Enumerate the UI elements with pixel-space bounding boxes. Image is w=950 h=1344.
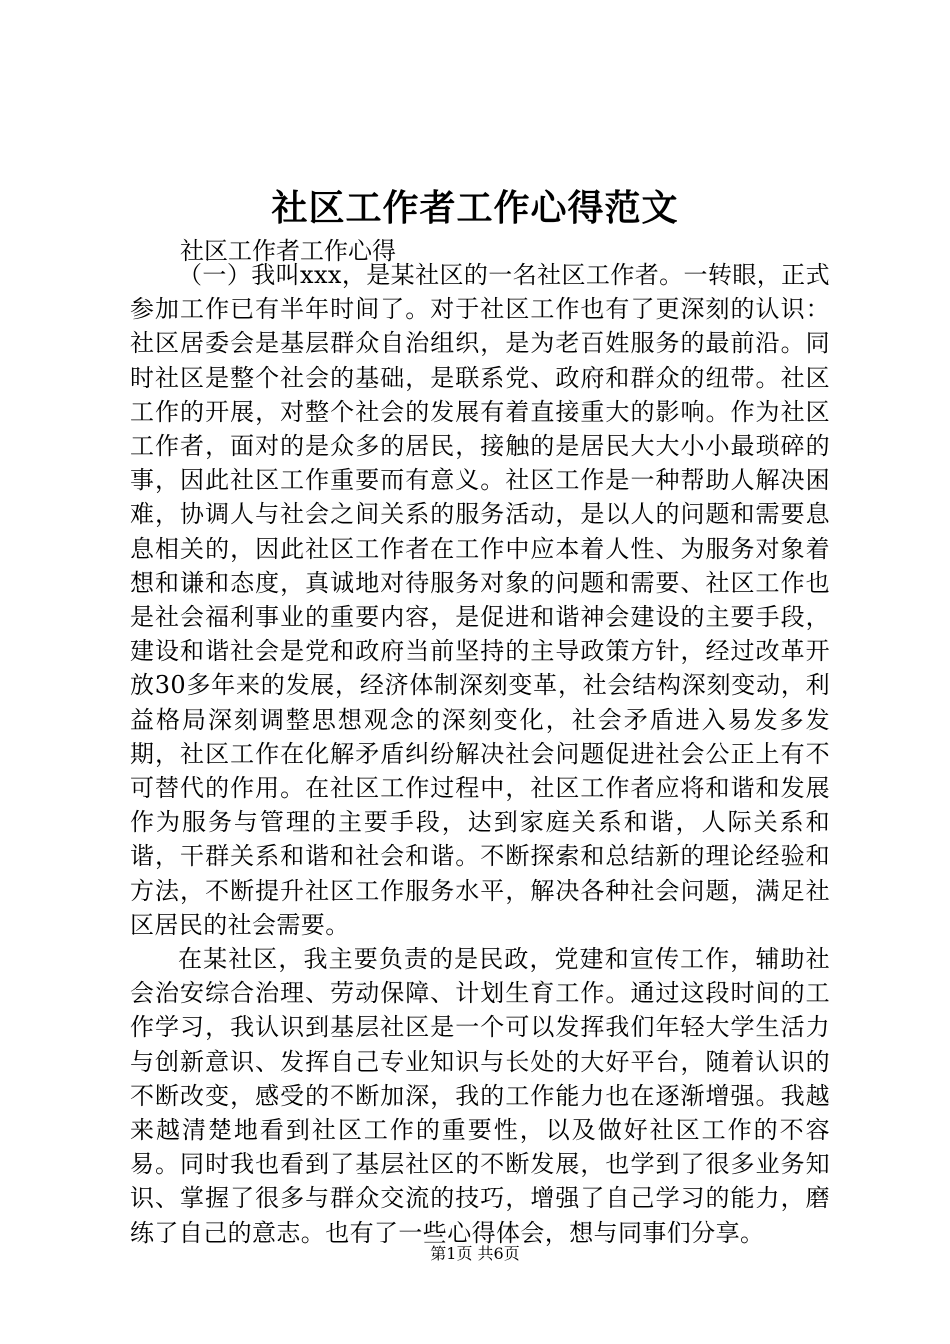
document-title: 社区工作者工作心得范文 <box>271 187 679 229</box>
page-footer: 第1页 共6页 <box>430 1244 520 1263</box>
paragraph-2: 在某社区，我主要负责的是民政，党建和宣传工作，辅助社会治安综合治理、劳动保障、计划生育工作。通过这段时间的工作学习，我认识到基层社区是一个可以发挥我们年轻大学生活力与创新意识、发挥自己专业知识与长处的大好平台，随着认识的不断改变，感受的不断加深，我的工作能力也在逐渐增强。我越来越清楚地看到社区工作的重要性，以及做好社区工作的不容易。同时我也看到了基层社区的不断发展，也学到了很多业务知识、掌握了很多与群众交流的技巧，增强了自己学习的能力，磨练了自己的意志。也有了一些心得体会，想与同事们分享。 <box>130 945 830 1247</box>
paragraph-1: （一）我叫xxx，是某社区的一名社区工作者。一转眼，正式参加工作已有半年时间了。对于社区工作也有了更深刻的认识：社区居委会是基层群众自治组织，是为老百姓服务的最前沿。同时社区是整个社会的基础，是联系党、政府和群众的纽带。社区工作的开展，对整个社会的发展有着直接重大的影响。作为社区工作者，面对的是众多的居民，接触的是居民大大小小最琐碎的事，因此社区工作重要而有意义。社区工作是一种帮助人解决困难，协调人与社会之间关系的服务活动，是以人的问题和需要息息相关的，因此社区工作者在工作中应本着人性、为服务对象着想和谦和态度，真诚地对待服务对象的问题和需要、社区工作也是社会福利事业的重要内容，是促进和谐神会建设的主要手段，建设和谐社会是党和政府当前坚持的主导政策方针，经过改革开放30多年来的发展，经济体制深刻变革，社会结构深刻变动，利益格局深刻调整思想观念的深刻变化，社会矛盾进入易发多发期，社区工作在化解矛盾纠纷解决社会问题促进社会公正上有不可替代的作用。在社区工作过程中，社区工作者应将和谐和发展作为服务与管理的主要手段，达到家庭关系和谐，人际关系和谐，干群关系和谐和社会和谐。不断探索和总结新的理论经验和方法，不断提升社区工作服务水平，解决各种社会问题，满足社区居民的社会需要。 <box>130 261 830 939</box>
document-body <box>130 258 830 1250</box>
document-subtitle: 社区工作者工作心得 <box>180 237 396 265</box>
